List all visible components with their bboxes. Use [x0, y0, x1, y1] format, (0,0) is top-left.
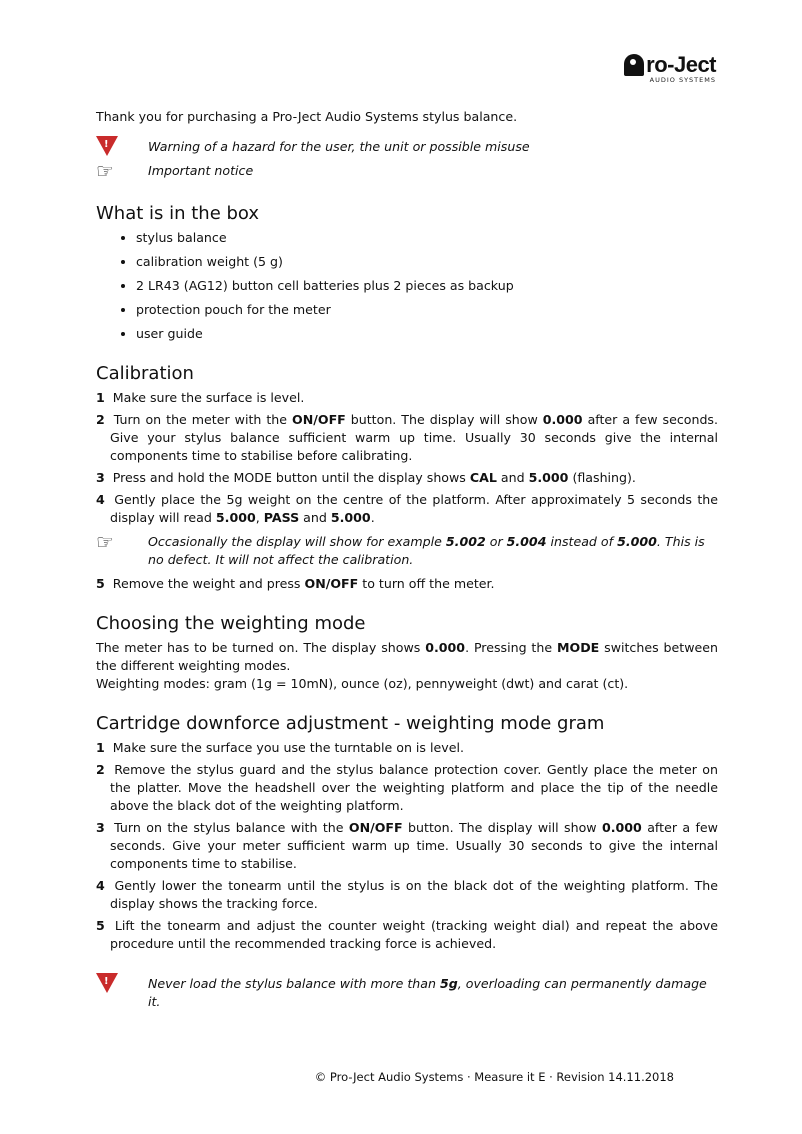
calibration-note	[96, 530, 718, 569]
manual-content	[96, 108, 718, 1017]
list-item: • 2 LR43 (AG12) button cell batteries plus 2 pieces as backup	[136, 277, 718, 295]
logo-subtitle: AUDIO SYSTEMS	[649, 76, 716, 84]
important-legend	[96, 159, 718, 183]
downforce-step-2: 2 Remove the stylus guard and the stylus balance protection cover. Gently place the meter on the platter. Move the headshell over the weighting platform and place the tip of the needle above the black dot of the weighting platform.	[96, 762, 718, 813]
calibration-step-2: 2 Turn on the meter with the ON/OFF button. The display will show 0.000 after a few seconds. Give your stylus balance sufficient warm up time. Usually 30 seconds give the internal components time to stabilise before calibrating.	[96, 412, 718, 463]
calibration-step-1: 1 Make sure the surface is level.	[96, 390, 305, 405]
downforce-heading: Cartridge downforce adjustment - weighting mode gram	[96, 713, 605, 734]
downforce-step-4: 4 Gently lower the tonearm until the stylus is on the black dot of the weighting platform. The display shows the tracking force.	[96, 878, 718, 911]
mode-list-text: Weighting modes: gram (1g = 10mN), ounce (oz), pennyweight (dwt) and carat (ct).	[96, 676, 629, 691]
overload-warning-text: Never load the stylus balance with more than 5g, overloading can permanently damage it.	[148, 976, 707, 1009]
box-list	[96, 229, 718, 343]
logo-p-icon	[624, 54, 644, 76]
list-item: • calibration weight (5 g)	[136, 253, 718, 271]
list-item: • stylus balance	[136, 229, 718, 247]
calibration-heading: Calibration	[96, 363, 194, 384]
list-item: • user guide	[136, 325, 718, 343]
brand-logo	[624, 52, 716, 84]
warning-legend-text: Warning of a hazard for the user, the unit or possible misuse	[148, 139, 530, 154]
mode-paragraph: The meter has to be turned on. The display shows 0.000. Pressing the MODE switches between the different weighting modes.	[96, 640, 718, 673]
intro-text: Thank you for purchasing a Pro-Ject Audio Systems stylus balance.	[96, 109, 518, 124]
warning-icon: !	[96, 973, 118, 993]
calibration-step-4: 4 Gently place the 5g weight on the centre of the platform. After approximately 5 seconds the display will read 5.000, PASS and 5.000.	[96, 492, 718, 525]
calibration-note-text: Occasionally the display will show for example 5.002 or 5.004 instead of 5.000. This is no defect. It will not affect the calibration.	[148, 534, 705, 567]
downforce-step-3: 3 Turn on the stylus balance with the ON/OFF button. The display will show 0.000 after a few seconds. Give your meter sufficient warm up time. Usually 30 seconds to give the internal components time to stabilise.	[96, 820, 718, 871]
calibration-step-3: 3 Press and hold the MODE button until the display shows CAL and 5.000 (flashing).	[96, 470, 636, 485]
downforce-step-5: 5 Lift the tonearm and adjust the counter weight (tracking weight dial) and repeat the above procedure until the recommended tracking force is achieved.	[96, 918, 718, 951]
logo-wordmark: ro-Ject	[624, 52, 716, 78]
warning-legend	[96, 138, 718, 156]
important-legend-text: Important notice	[148, 163, 254, 178]
warning-icon: !	[96, 136, 118, 156]
mode-heading: Choosing the weighting mode	[96, 613, 366, 634]
page-footer: © Pro-Ject Audio Systems · Measure it E · Revision 14.11.2018	[314, 1070, 674, 1084]
downforce-step-1: 1 Make sure the surface you use the turntable on is level.	[96, 740, 464, 755]
overload-warning	[96, 975, 718, 1011]
pointing-hand-icon: ☞	[96, 530, 114, 554]
box-heading: What is in the box	[96, 203, 260, 224]
calibration-step-5: 5 Remove the weight and press ON/OFF to turn off the meter.	[96, 576, 495, 591]
list-item: • protection pouch for the meter	[136, 301, 718, 319]
pointing-hand-icon: ☞	[96, 159, 114, 183]
